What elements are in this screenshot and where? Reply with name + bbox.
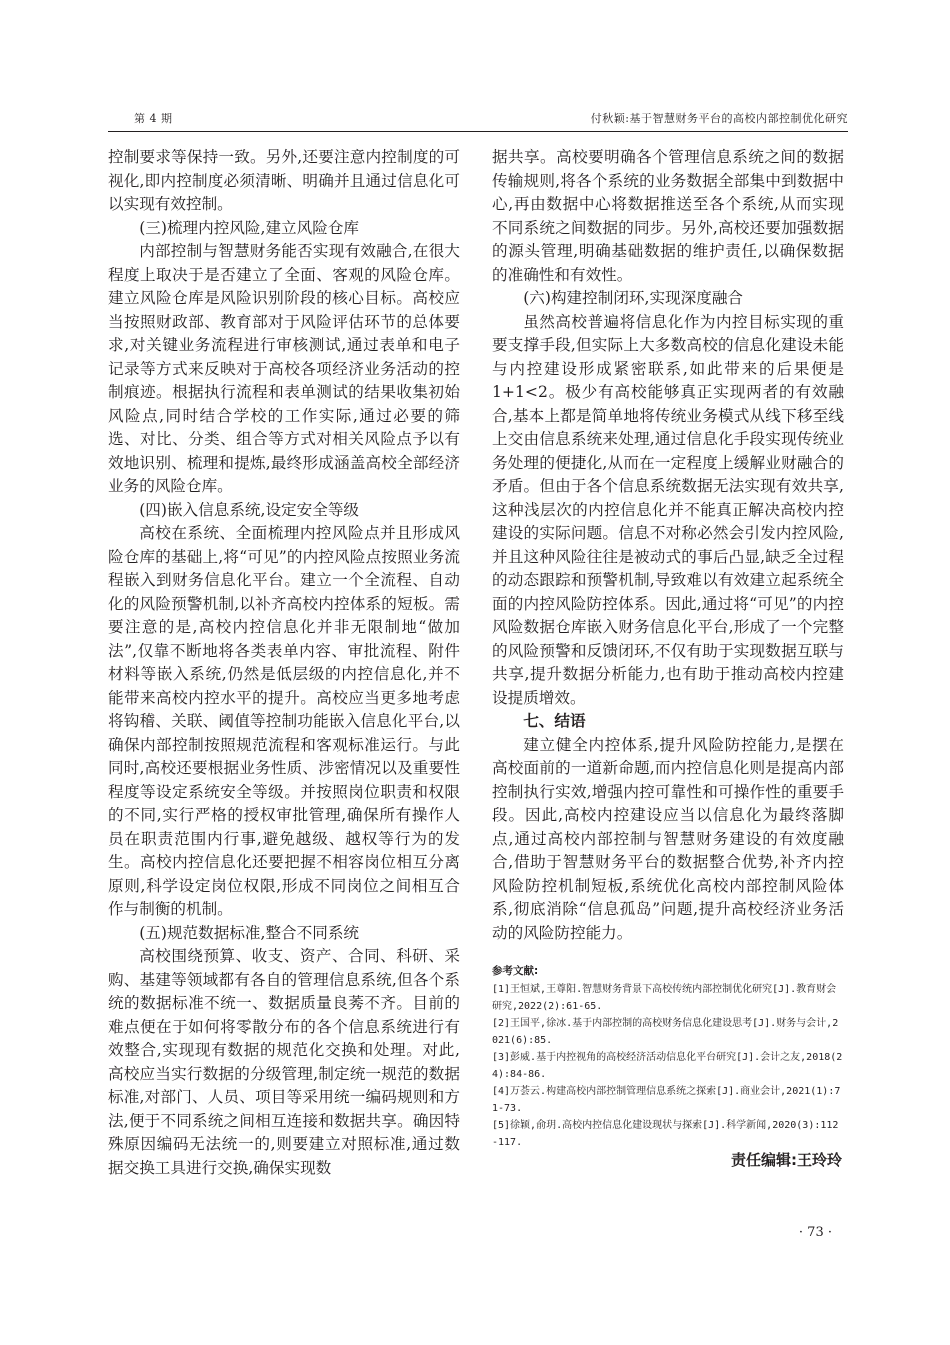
paragraph: 内部控制与智慧财务能否实现有效融合,在很大程度上取决于是否建立了全面、客观的风险仓库。建立风险仓库是风险识别阶段的核心目标。高校应当按照财政部、教育部对于风险评估环节的总体要求,对关键业务流程进行审核测试,通过表单和电子记录等方式来反映对于高校各项经济业务活动的控制痕迹。根据执行流程和表单测试的结果收集初始风险点,同时结合学校的工作实际,通过必要的筛选、对比、分类、组合等方式对相关风险点予以有效地识别、梳理和提炼,最终形成涵盖高校全部经济业务的风险仓库。: [108, 242, 460, 495]
running-header: [108, 108, 848, 128]
paragraph: 虽然高校普遍将信息化作为内控目标实现的重要支撑手段,但实际上大多数高校的信息化建设未能与内控建设形成紧密联系,如此带来的后果便是 1+1<2。极少有高校能够真正实现两者的有效融合,基本上都是简单地将传统业务模式从线下移至线上交由信息系统来处理,通过信息化手段实现传统业务处理的便捷化,从而在一定程度上缓解业财融合的矛盾。但由于各个信息系统数据无法实现有效共享,这种浅层次的内控信息化并不能真正解决高校内控建设的实际问题。信息不对称必然会引发内控风险,并且这种风险往往是被动式的事后凸显,缺乏全过程的动态跟踪和预警机制,导致难以有效建立起系统全面的内控风险防控体系。因此,通过将“可见”的内控风险数据仓库嵌入财务信息化平台,形成了一个完整的风险预警和反馈闭环,不仅有助于实现数据互联与共享,提升数据分析能力,也有助于推动高校内控建设提质增效。: [492, 312, 844, 707]
running-title: 付秋颖:基于智慧财务平台的高校内部控制优化研究: [590, 112, 848, 125]
reference-item: [4]万荟云.构建高校内部控制管理信息系统之探索[J].商业会计,2021(1):71-73.: [492, 1086, 841, 1114]
reference-item: [2]王国平,徐冰.基于内部控制的高校财务信息化建设思考[J].财务与会计,2021(6):85.: [492, 1018, 839, 1046]
section-heading-5: (五)规范数据标准,整合不同系统: [139, 923, 360, 942]
paragraph: 控制要求等保持一致。另外,还要注意内控制度的可视化,即内控制度必须清晰、明确并且通过信息化可以实现有效控制。: [108, 148, 460, 213]
reference-item: [1]王恒斌,王尊阳.智慧财务背景下高校传统内部控制优化研究[J].教育财会研究,2022(2):61-65.: [492, 984, 837, 1012]
section-heading-3: (三)梳理内控风险,建立风险仓库: [139, 218, 360, 237]
reference-item: [5]徐颖,俞玥.高校内控信息化建设现状与探索[J].科学新闻,2020(3):112-117.: [492, 1120, 839, 1148]
header-rule: [108, 131, 848, 132]
right-column: [492, 146, 844, 1151]
paragraph: 据共享。高校要明确各个管理信息系统之间的数据传输规则,将各个系统的业务数据全部集中到数据中心,再由数据中心将数据推送至各个系统,从而实现不同系统之间数据的同步。另外,高校还要加强数据的源头管理,明确基础数据的维护责任,以确保数据的准确性和有效性。: [492, 148, 844, 284]
left-column: [108, 146, 460, 1180]
issue-number: 第 4 期: [134, 112, 173, 125]
reference-item: [3]彭威.基于内控视角的高校经济活动信息化平台研究[J].会计之友,2018(24):84-86.: [492, 1052, 843, 1080]
references: [492, 963, 844, 1151]
paragraph: 高校在系统、全面梳理内控风险点并且形成风险仓库的基础上,将“可见”的内控风险点按照业务流程嵌入到财务信息化平台。建立一个全流程、自动化的风险预警机制,以补齐高校内控体系的短板。需要注意的是,高校内控信息化并非无限制地“做加法”,仅靠不断地将各类表单内容、审批流程、附件材料等嵌入系统,仍然是低层级的内控信息化,并不能带来高校内控水平的提升。高校应当更多地考虑将钩稽、关联、阈值等控制功能嵌入信息化平台,以确保内部控制按照规范流程和客观标准运行。与此同时,高校还要根据业务性质、涉密情况以及重要性程度等设定系统安全等级。并按照岗位职责和权限的不同,实行严格的授权审批管理,确保所有操作人员在职责范围内行事,避免越级、越权等行为的发生。高校内控信息化还要把握不相容岗位相互分离原则,科学设定岗位权限,形成不同岗位之间相互合作与制衡的机制。: [108, 524, 460, 918]
paragraph: 高校围绕预算、收支、资产、合同、科研、采购、基建等领域都有各自的管理信息系统,但各个系统的数据标准不统一、数据质量良莠不齐。目前的难点便在于如何将零散分布的各个信息系统进行有效整合,实现现有数据的规范化交换和处理。对此,高校应当实行数据的分级管理,制定统一规范的数据标准,对部门、人员、项目等采用统一编码规则和方法,便于不同系统之间相互连接和数据共享。确因特殊原因编码无法统一的,则要建立对照标准,通过数据交换工具进行交换,确保实现数: [108, 947, 460, 1177]
section-heading-4: (四)嵌入信息系统,设定安全等级: [139, 500, 360, 519]
references-title: 参考文献:: [492, 965, 539, 977]
section-heading-7: 七、结语: [523, 712, 586, 730]
section-heading-6: (六)构建控制闭环,实现深度融合: [523, 289, 744, 307]
paragraph: 建立健全内控体系,提升风险防控能力,是摆在高校面前的一道新命题,而内控信息化则是提高内部控制执行实效,增强内控可靠性和可操作性的重要手段。因此,高校内控建设应当以信息化为最终落脚点,通过高校内部控制与智慧财务建设的有效度融合,借助于智慧财务平台的数据整合优势,补齐内控风险防控机制短板,系统优化高校内部控制风险体系,彻底消除“信息孤岛”问题,提升高校经济业务活动的风险防控能力。: [492, 735, 844, 942]
responsible-editor: 责任编辑:王玲玲: [731, 1151, 842, 1169]
page-number: · 73 ·: [798, 1225, 832, 1240]
